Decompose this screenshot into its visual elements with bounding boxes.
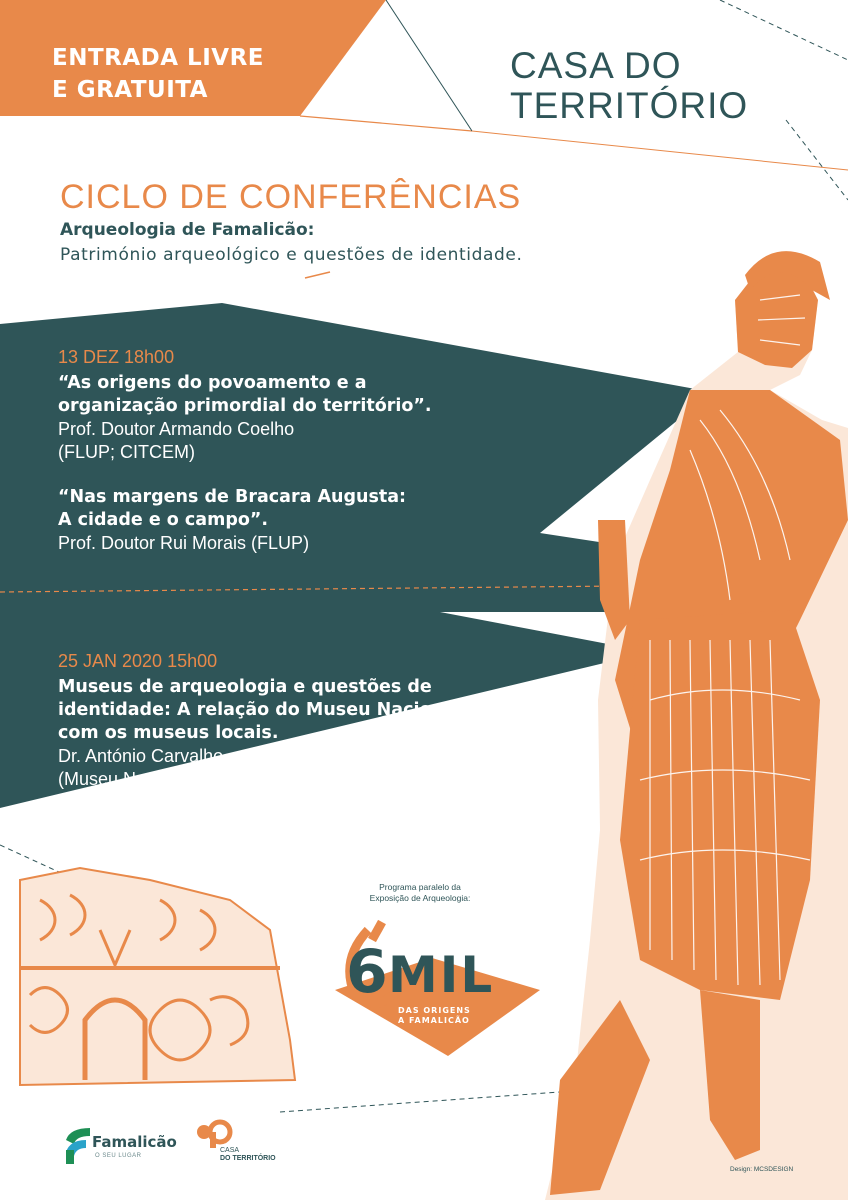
6mil-subtitle-line-2: A FAMALICÃO — [398, 1016, 470, 1025]
6mil-logo — [335, 922, 540, 1056]
talk-1-speaker: Prof. Doutor Armando Coelho — [58, 419, 295, 439]
design-credit: Design: MCSDESIGN — [730, 1166, 794, 1173]
cycle-subtitle: Arqueologia de Famalicão: — [60, 220, 315, 240]
talk-2-title-line-2: A cidade e o campo”. — [58, 510, 269, 530]
talk-1-affiliation: (FLUP; CITCEM) — [58, 442, 195, 462]
svg-text:6: 6 — [346, 937, 388, 1007]
talk-3-title-line-2: identidade: A relação do Museu Nacional — [58, 700, 462, 720]
session-1 — [58, 346, 432, 555]
casa-territorio-wordmark — [220, 1147, 276, 1163]
svg-text:MIL: MIL — [388, 946, 495, 1004]
brand-line-1: CASA DO — [510, 45, 682, 86]
famalicao-tagline: O SEU LUGAR — [95, 1153, 142, 1159]
casa-wordmark-line-2: DO TERRITÓRIO — [220, 1155, 276, 1162]
6mil-subtitle-line-1: DAS ORIGENS — [398, 1006, 471, 1015]
session-2 — [58, 650, 462, 791]
talk-3-title-line-1: Museus de arqueologia e questões de — [58, 677, 432, 697]
talk-3-speaker: Dr. António Carvalho — [58, 746, 224, 766]
talk-3-title-line-3: com os museus locais. — [58, 723, 279, 743]
6mil-subtitle — [398, 1006, 528, 1026]
session-2-date: 25 JAN 2020 15h00 — [58, 651, 218, 671]
casa-territorio-logo — [197, 1122, 230, 1148]
casa-wordmark-line-1: CASA — [220, 1147, 240, 1154]
famalicao-name: Famalicão — [92, 1133, 177, 1151]
brand-line-2: TERRITÓRIO — [510, 85, 749, 126]
talk-1-title-line-1: “As origens do povoamento e a — [58, 373, 367, 393]
talk-3-affiliation: (Museu Nacional de Arqueologia, Diretor) — [58, 769, 389, 789]
cycle-title: CICLO DE CONFERÊNCIAS — [60, 178, 522, 216]
badge-line-1: ENTRADA LIVRE — [52, 45, 264, 71]
talk-1-title-line-2: organização primordial do território”. — [58, 396, 432, 416]
badge-line-2: E GRATUITA — [52, 77, 208, 103]
exhibition-label — [350, 882, 490, 904]
brand-title — [510, 46, 810, 126]
famalicao-logo — [66, 1128, 90, 1164]
talk-2-title-line-1: “Nas margens de Bracara Augusta: — [58, 487, 407, 507]
exhibition-label-line-2: Exposição de Arqueologia: — [369, 893, 471, 903]
exhibition-label-line-1: Programa paralelo da — [379, 882, 461, 892]
entry-free-badge — [52, 42, 312, 106]
cycle-tagline: Património arqueológico e questões de identidade. — [60, 245, 523, 265]
carved-stone-illustration — [20, 868, 295, 1085]
talk-2-speaker: Prof. Doutor Rui Morais (FLUP) — [58, 533, 310, 553]
session-1-date: 13 DEZ 18h00 — [58, 347, 175, 367]
